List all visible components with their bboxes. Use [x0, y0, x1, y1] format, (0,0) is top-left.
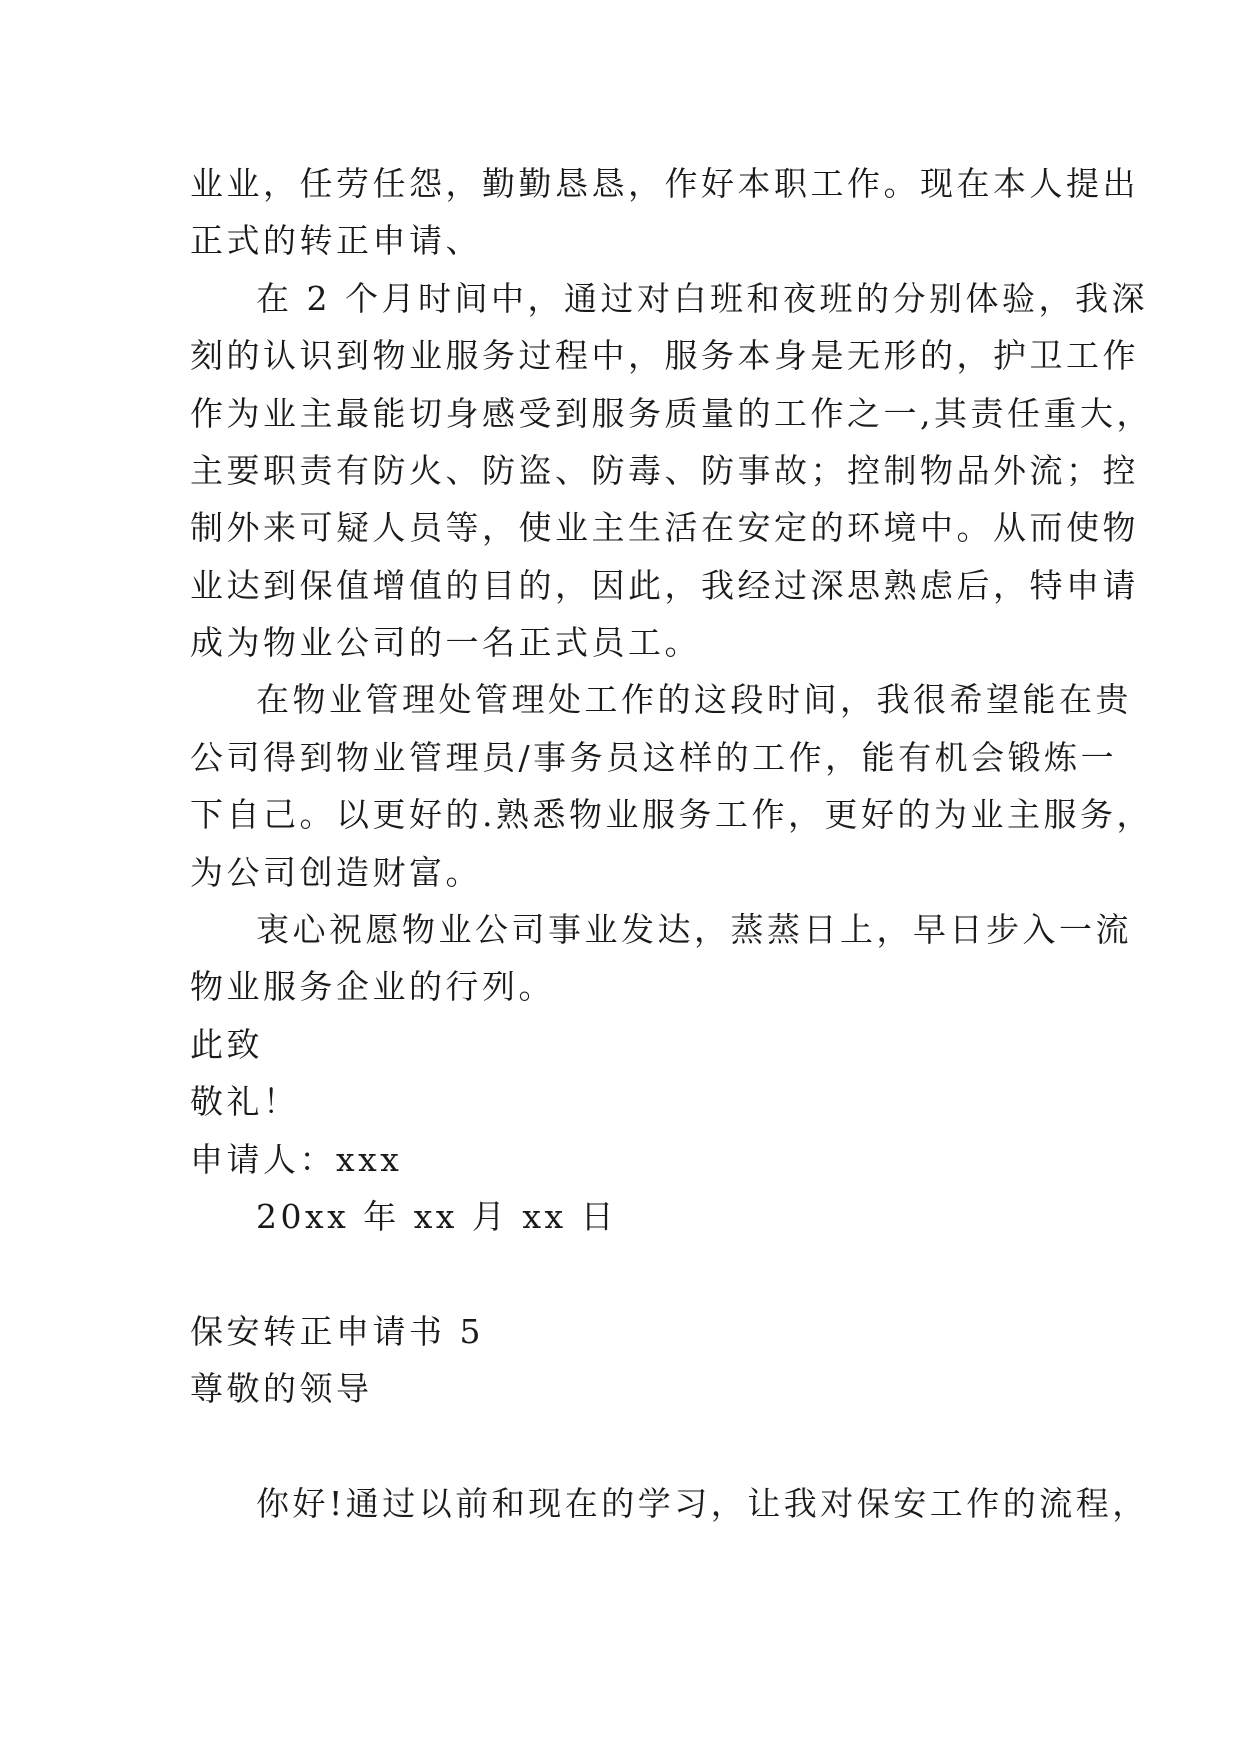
paragraph-line: 刻的认识到物业服务过程中，服务本身是无形的，护卫工作: [190, 336, 1139, 375]
paragraph-line: 在 2 个月时间中，通过对白班和夜班的分别体验，我深: [256, 279, 1148, 318]
paragraph-line: 物业服务企业的行列。: [190, 967, 555, 1006]
paragraph-line: 为公司创造财富。: [190, 853, 482, 892]
paragraph-line: 在物业管理处管理处工作的这段时间，我很希望能在贵: [256, 680, 1132, 719]
paragraph-line: 制外来可疑人员等，使业主生活在安定的环境中。从而使物: [190, 508, 1139, 547]
paragraph-line: 业达到保值增值的目的，因此，我经过深思熟虑后，特申请: [190, 566, 1139, 605]
date-line: 20xx 年 xx 月 xx 日: [256, 1197, 618, 1236]
paragraph-line: 你好!通过以前和现在的学习，让我对保安工作的流程，: [256, 1484, 1149, 1523]
greeting-line: 尊敬的领导: [190, 1369, 373, 1408]
salutation-line: 敬礼！: [190, 1082, 300, 1121]
paragraph-line: 成为物业公司的一名正式员工。: [190, 623, 701, 662]
closing-line: 此致: [190, 1025, 263, 1064]
applicant-line: 申请人：xxx: [190, 1140, 403, 1179]
paragraph-line: 作为业主最能切身感受到服务质量的工作之一,其责任重大，: [190, 394, 1153, 433]
paragraph-line: 正式的转正申请、: [190, 221, 482, 260]
paragraph-line: 衷心祝愿物业公司事业发达，蒸蒸日上，早日步入一流: [256, 910, 1132, 949]
section-title: 保安转正申请书 5: [190, 1312, 484, 1351]
paragraph-line: 公司得到物业管理员/事务员这样的工作，能有机会锻炼一: [190, 738, 1118, 777]
paragraph-line: 业业，任劳任怨，勤勤恳恳，作好本职工作。现在本人提出: [190, 164, 1139, 203]
paragraph-line: 下自己。以更好的.熟悉物业服务工作，更好的为业主服务，: [190, 795, 1153, 834]
paragraph-line: 主要职责有防火、防盗、防毒、防事故；控制物品外流；控: [190, 451, 1139, 490]
